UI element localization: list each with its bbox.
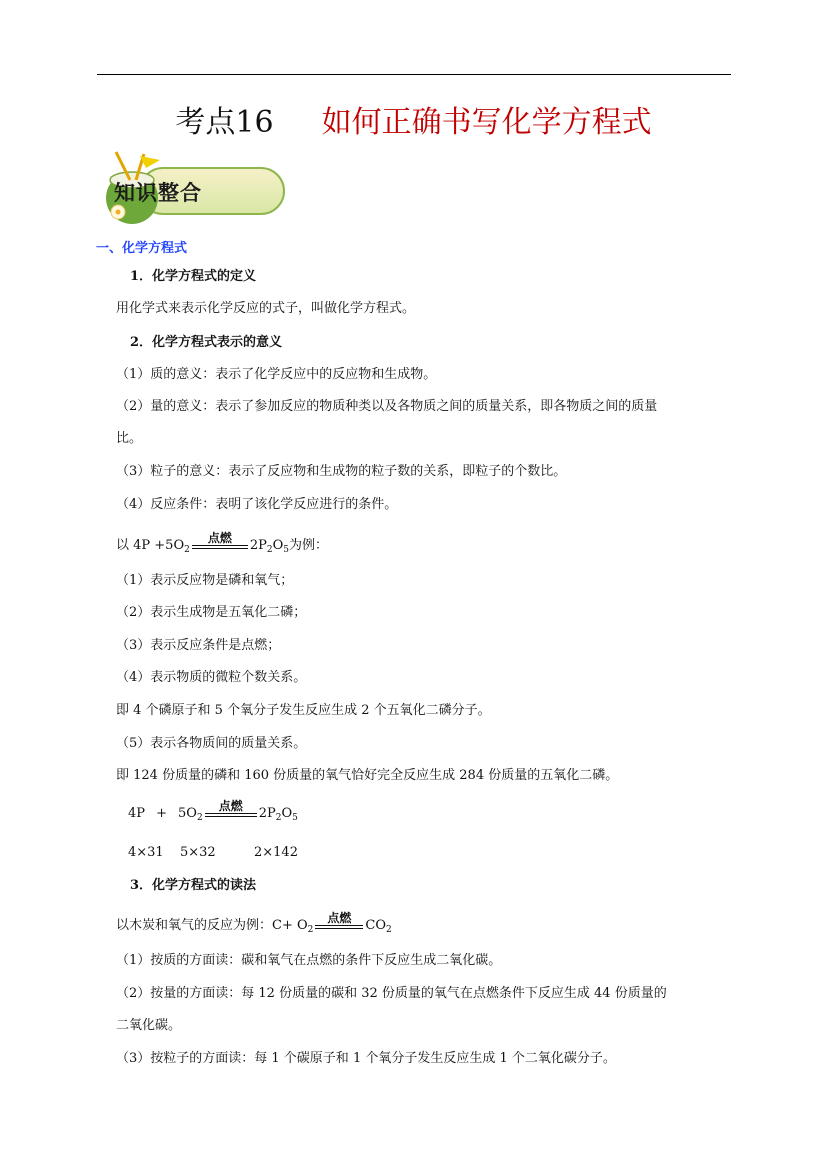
- eq-subscript: 2: [196, 813, 203, 823]
- eq-product-o: O: [281, 806, 293, 821]
- eq-suffix: 为例：: [289, 538, 329, 553]
- definition-heading: 1．化学方程式的定义: [130, 269, 257, 284]
- eq-reactants: 以木炭和氧气的反应为例：C+ O: [116, 918, 308, 933]
- banner-title: 知识整合: [114, 180, 202, 205]
- reaction-arrow: [192, 531, 248, 553]
- example-mass: 即 124 份质量的磷和 160 份质量的氧气恰好完全反应生成 284 份质量的五氧化二磷。: [116, 768, 619, 783]
- reading-p1: （1）按质的方面读：碳和氧气在点燃的条件下反应生成二氧化碳。: [116, 953, 502, 968]
- example-item-3: （3）表示反应条件是点燃；: [116, 638, 281, 653]
- eq-product: 2P: [249, 538, 267, 553]
- example-item-2: （2）表示生成物是五氧化二磷；: [116, 605, 307, 620]
- eq-plus: +: [156, 806, 167, 821]
- reaction-condition: 点燃: [207, 531, 232, 545]
- mass-equation: [128, 799, 298, 823]
- page-title: [0, 103, 827, 143]
- reaction-condition: 点燃: [218, 799, 243, 813]
- eq-product-o: O: [272, 538, 284, 553]
- example-micro: 即 4 个磷原子和 5 个氧分子发生反应生成 2 个五氧化二磷分子。: [116, 703, 491, 718]
- reading-p2-line1: （2）按量的方面读：每 12 份质量的碳和 32 份质量的氧气在点燃条件下反应生成 44 份质量的: [116, 986, 667, 1001]
- meaning-p2-line1: （2）量的意义：表示了参加反应的物质种类以及各物质之间的质量关系，即各物质之间的质量: [116, 399, 658, 414]
- meaning-p2-line2: 比。: [116, 431, 143, 446]
- eq-subscript: 5: [283, 545, 290, 555]
- eq-product: CO: [365, 918, 386, 933]
- meaning-p1: （1）质的意义：表示了化学反应中的反应物和生成物。: [116, 367, 437, 382]
- reaction-arrow: [205, 799, 257, 821]
- eq-o2: 5O: [178, 806, 197, 821]
- eq-subscript: 2: [307, 925, 314, 935]
- mass-value-p: 4×31: [128, 845, 164, 860]
- definition-text: 用化学式来表示化学反应的式子，叫做化学方程式。: [116, 301, 416, 316]
- meaning-heading: 2．化学方程式表示的意义: [130, 335, 283, 350]
- reading-heading: 3．化学方程式的读法: [130, 878, 257, 893]
- meaning-p4: （4）反应条件：表明了该化学反应进行的条件。: [116, 497, 398, 512]
- example-item-4: （4）表示物质的微粒个数关系。: [116, 670, 307, 685]
- reading-p2-line2: 二氧化碳。: [116, 1018, 182, 1033]
- header-rule: [97, 74, 731, 75]
- example-item-1: （1）表示反应物是磷和氧气；: [116, 573, 294, 588]
- reading-equation: [116, 911, 392, 935]
- section-heading: 一、化学方程式: [96, 241, 188, 256]
- eq-subscript: 5: [292, 813, 298, 823]
- eq-subscript: 2: [385, 925, 392, 935]
- eq-subscript: 2: [184, 545, 190, 555]
- example-equation: [116, 531, 329, 555]
- eq-subscript: 2: [275, 813, 282, 823]
- topic-title: 如何正确书写化学方程式: [321, 105, 652, 140]
- reaction-condition: 点燃: [327, 911, 352, 925]
- eq-p: 4P: [128, 806, 146, 821]
- eq-product: 2P: [258, 806, 276, 821]
- eq-subscript: 2: [266, 545, 273, 555]
- example-item-5: （5）表示各物质间的质量关系。: [116, 736, 307, 751]
- eq-reactants: 以 4P +5O: [116, 538, 185, 553]
- meaning-p3: （3）粒子的意义：表示了反应物和生成物的粒子数的关系，即粒子的个数比。: [116, 464, 567, 479]
- mass-value-o2: 5×32: [180, 845, 216, 860]
- reaction-arrow: [315, 911, 363, 933]
- topic-number: 考点16: [175, 105, 274, 140]
- mass-value-p2o5: 2×142: [254, 845, 298, 860]
- reading-p3: （3）按粒子的方面读：每 1 个碳原子和 1 个氧分子发生反应生成 1 个二氧化碳分子。: [116, 1051, 616, 1066]
